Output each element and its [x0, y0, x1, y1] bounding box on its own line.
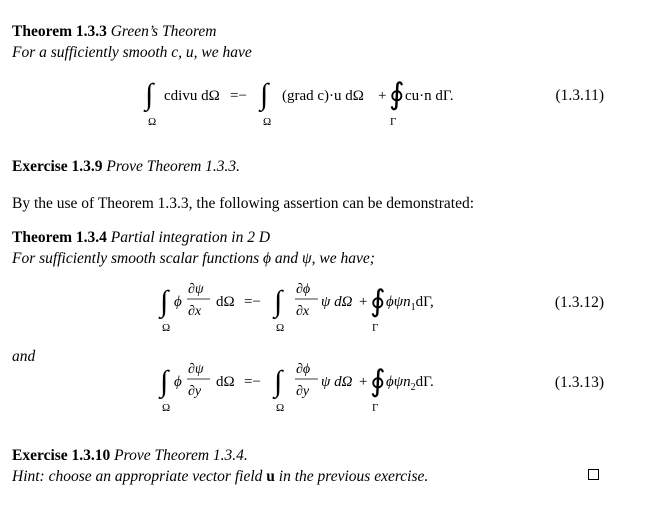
partial-denominator: ∂y — [296, 384, 310, 399]
contour-boundary: Γ — [372, 402, 379, 414]
exercise-hint — [12, 467, 428, 487]
contour-integral-sign: ∮ — [389, 78, 405, 111]
integral-sign: ∫ — [260, 78, 269, 111]
exercise-1-3-10 — [12, 446, 248, 466]
equation-number: (1.3.11) — [555, 87, 604, 104]
partial-denominator: ∂x — [296, 304, 310, 319]
equation-1-3-13 — [0, 355, 671, 415]
connector-and: and — [12, 348, 36, 365]
d-omega: dΩ — [216, 294, 235, 310]
partial-phi-numerator: ∂ϕ — [296, 282, 311, 297]
phi-symbol: ϕ — [174, 294, 182, 310]
psi-d-omega: ψ dΩ — [321, 294, 353, 310]
body-paragraph: By the use of Theorem 1.3.3, the following assertion can be demonstrated: — [12, 195, 475, 212]
theorem-title: Partial integration in 2 D — [110, 229, 271, 246]
boundary-term: ϕψn$_2$dΓ. — [386, 374, 434, 393]
contour-boundary: Γ — [372, 322, 379, 334]
contour-integral-sign: ∮ — [370, 365, 386, 398]
rhs-boundary-term: cu·n dΓ. — [405, 88, 454, 104]
hint-pre: Hint: choose an appropriate vector field — [12, 468, 267, 485]
exercise-text: Prove Theorem 1.3.4. — [114, 447, 248, 464]
theorem-1-3-4-heading — [12, 228, 270, 248]
phi-symbol: ϕ — [174, 374, 182, 390]
theorem-title: Green’s Theorem — [110, 23, 217, 40]
integral-sign: ∫ — [274, 285, 283, 318]
equals-minus: =− — [244, 374, 261, 390]
rhs-first-integrand: (grad c)·u dΩ — [282, 88, 364, 104]
integral-domain: Ω — [263, 116, 272, 128]
theorem-statement: For sufficiently smooth scalar functions ϕ and ψ, we have; — [12, 250, 375, 267]
equals-minus: =− — [244, 294, 261, 310]
plus-sign: + — [359, 294, 368, 310]
integral-domain: Ω — [162, 322, 171, 334]
integral-sign: ∫ — [160, 365, 169, 398]
exercise-label: Exercise 1.3.10 — [12, 447, 111, 464]
theorem-statement: For a sufficiently smooth c, u, we have — [12, 44, 252, 61]
partial-phi-numerator: ∂ϕ — [296, 362, 311, 377]
theorem-label: Theorem 1.3.3 — [12, 23, 107, 40]
partial-psi-numerator: ∂ψ — [188, 362, 204, 377]
lhs-integrand: cdivu dΩ — [164, 88, 220, 104]
integral-sign: ∫ — [160, 285, 169, 318]
plus-sign: + — [378, 88, 387, 104]
exercise-text: Prove Theorem 1.3.3. — [106, 158, 241, 175]
integral-domain: Ω — [148, 116, 157, 128]
d-omega: dΩ — [216, 374, 235, 390]
exercise-1-3-9 — [12, 157, 240, 177]
contour-integral-sign: ∮ — [370, 285, 386, 318]
integral-domain: Ω — [276, 322, 285, 334]
integral-domain: Ω — [276, 402, 285, 414]
exercise-label: Exercise 1.3.9 — [12, 158, 103, 175]
equation-number: (1.3.13) — [554, 374, 604, 391]
integral-domain: Ω — [162, 402, 171, 414]
psi-d-omega: ψ dΩ — [321, 374, 353, 390]
theorem-label: Theorem 1.3.4 — [12, 229, 107, 246]
integral-sign: ∫ — [274, 365, 283, 398]
partial-psi-numerator: ∂ψ — [188, 282, 204, 297]
partial-denominator: ∂y — [188, 384, 202, 399]
boundary-term: ϕψn$_1$dΓ, — [386, 294, 434, 313]
partial-denominator: ∂x — [188, 304, 202, 319]
equals-minus: =− — [230, 88, 247, 104]
hint-vector-u: u — [266, 468, 275, 485]
equation-1-3-12 — [0, 275, 671, 335]
qed-square-icon — [588, 469, 599, 480]
equation-1-3-11 — [0, 72, 671, 132]
hint-post: in the previous exercise. — [274, 468, 429, 485]
theorem-1-3-3-heading — [12, 22, 217, 42]
contour-boundary: Γ — [390, 116, 397, 128]
plus-sign: + — [359, 374, 368, 390]
equation-number: (1.3.12) — [554, 294, 604, 311]
integral-sign: ∫ — [145, 78, 154, 111]
